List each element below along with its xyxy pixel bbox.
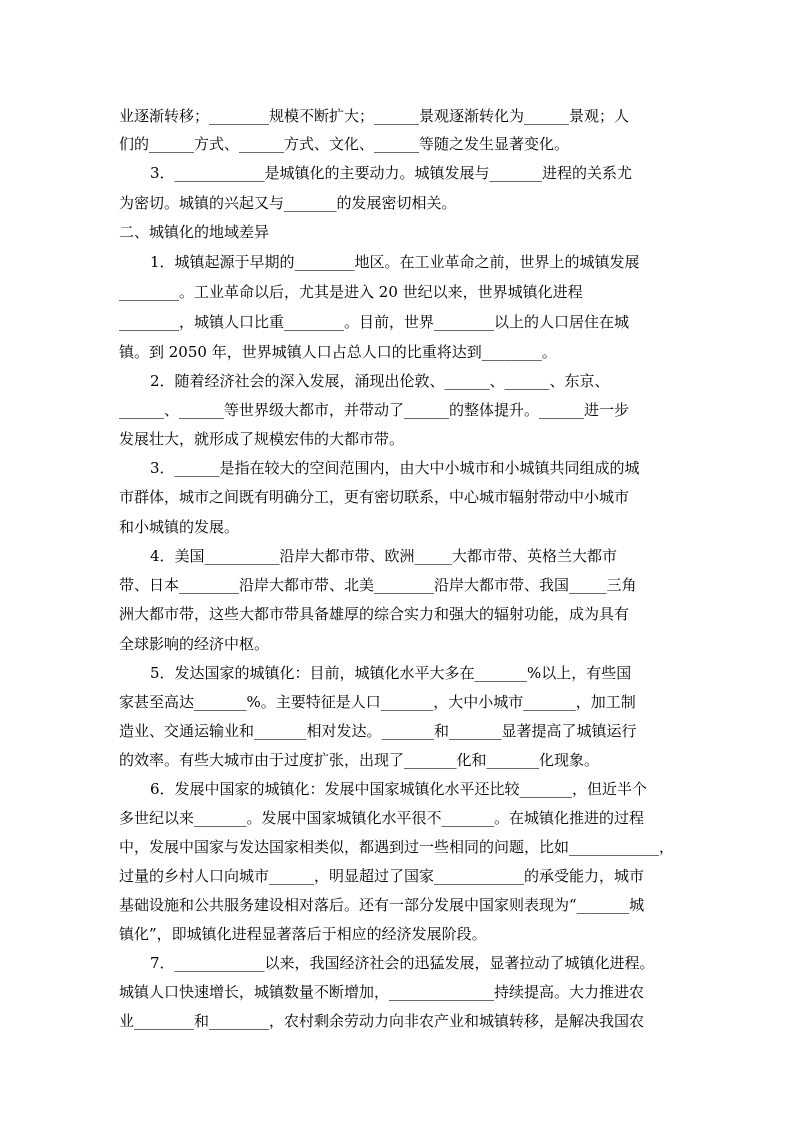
line-text: 镇化”，即城镇化进程显著落后于相应的经济发展阶段。 [119, 925, 487, 943]
text-line [119, 982, 794, 1002]
text-line [150, 458, 794, 478]
text-line [119, 895, 794, 915]
line-text: 5．发达国家的城镇化：目前，城镇化水平大多在_______%以上，有些国 [150, 664, 632, 682]
line-text: ________，城镇人口比重________。目前，世界________以上的人口居住在城 [119, 313, 630, 331]
line-text: 和小城镇的发展。 [119, 518, 240, 536]
text-line [119, 750, 794, 770]
line-text: 全球影响的经济中枢。 [119, 635, 270, 653]
text-line [150, 546, 794, 566]
text-line [119, 342, 794, 362]
line-text: 发展壮大，就形成了规模宏伟的大都市带。 [119, 430, 405, 448]
text-line [119, 312, 794, 332]
text-line [119, 282, 794, 302]
line-text: 家甚至高达_______%。主要特征是人口_______，大中小城市_______，加工制 [119, 693, 636, 711]
line-text: 带、日本________沿岸大都市带、北美________沿岸大都市带、我国_____三角 [119, 576, 637, 594]
text-line [119, 866, 794, 886]
line-text: 7．____________以来，我国经济社会的迅猛发展，显著拉动了城镇化进程。 [150, 954, 655, 972]
line-text: 中，发展中国家与发达国家相类似，都遇到过一些相同的问题，比如____________， [119, 838, 675, 856]
text-line [119, 604, 794, 624]
line-text: ______、______等世界级大都市，并带动了______的整体提升。______进一步 [119, 401, 630, 419]
text-line [119, 400, 794, 420]
line-text: 3．______是指在较大的空间范围内，由大中小城市和小城镇共同组成的城 [150, 459, 640, 477]
text-line [150, 252, 794, 272]
text-line [119, 837, 794, 857]
line-text: 4．美国__________沿岸大都市带、欧洲_____大都市带、英格兰大都市 [150, 547, 618, 565]
line-text: 的效率。有些大城市由于过度扩张，出现了_______化和_______化现象。 [119, 751, 600, 769]
line-text: 多世纪以来_______。发展中国家城镇化水平很不_______。在城镇化推进的过程 [119, 809, 645, 827]
text-line [119, 429, 794, 449]
line-text: 3．____________是城镇化的主要动力。城镇发展与_______进程的关系尤 [150, 164, 633, 182]
text-line [150, 663, 794, 683]
text-line [150, 163, 794, 183]
line-text: 洲大都市带，这些大都市带具备雄厚的综合实力和强大的辐射功能，成为具有 [119, 605, 630, 623]
line-text: 业逐渐转移；________规模不断扩大；______景观逐渐转化为______景观；人 [119, 107, 630, 125]
line-text: 过量的乡村人口向城市______，明显超过了国家____________的承受能力，城市 [119, 867, 645, 885]
line-text: 2．随着经济社会的深入发展，涌现出伦敦、______、______、东京、 [150, 372, 610, 390]
text-line [119, 634, 794, 654]
text-line [150, 953, 794, 973]
line-text: 造业、交通运输业和_______相对发达。_______和_______显著提高了城镇运行 [119, 722, 637, 740]
line-text: 基础设施和公共服务建设相对落后。还有一部分发展中国家则表现为“_______城 [119, 896, 645, 914]
text-line [119, 487, 794, 507]
text-line [119, 808, 794, 828]
line-text: 二、城镇化的地域差异 [119, 223, 270, 241]
line-text: 为密切。城镇的兴起又与_______的发展密切相关。 [119, 194, 457, 212]
section-heading [119, 222, 794, 242]
text-line [150, 779, 794, 799]
text-line [119, 692, 794, 712]
text-line [119, 193, 794, 213]
text-line [119, 134, 794, 154]
line-text: 市群体，城市之间既有明确分工，更有密切联系，中心城市辐射带动中小城市 [119, 488, 630, 506]
line-text: 1．城镇起源于早期的________地区。在工业革命之前，世界上的城镇发展 [150, 253, 640, 271]
line-text: 城镇人口快速增长，城镇数量不断增加，______________持续提高。大力推进农 [119, 983, 645, 1001]
text-line [119, 924, 794, 944]
line-text: 6．发展中国家的城镇化：发展中国家城镇化水平还比较_______，但近半个 [150, 780, 648, 798]
line-text: 们的______方式、______方式、文化、______等随之发生显著变化。 [119, 135, 570, 153]
text-line [119, 721, 794, 741]
line-text: 镇。到 2050 年，世界城镇人口占总人口的比重将达到________。 [119, 343, 557, 361]
text-line [119, 575, 794, 595]
text-line [150, 371, 794, 391]
text-line [119, 1011, 794, 1031]
text-line [119, 106, 794, 126]
text-line [119, 517, 794, 537]
line-text: ________。工业革命以后，尤其是进入 20 世纪以来，世界城镇化进程 [119, 283, 583, 301]
line-text: 业________和________，农村剩余劳动力向非农产业和城镇转移，是解决我国农 [119, 1012, 645, 1030]
